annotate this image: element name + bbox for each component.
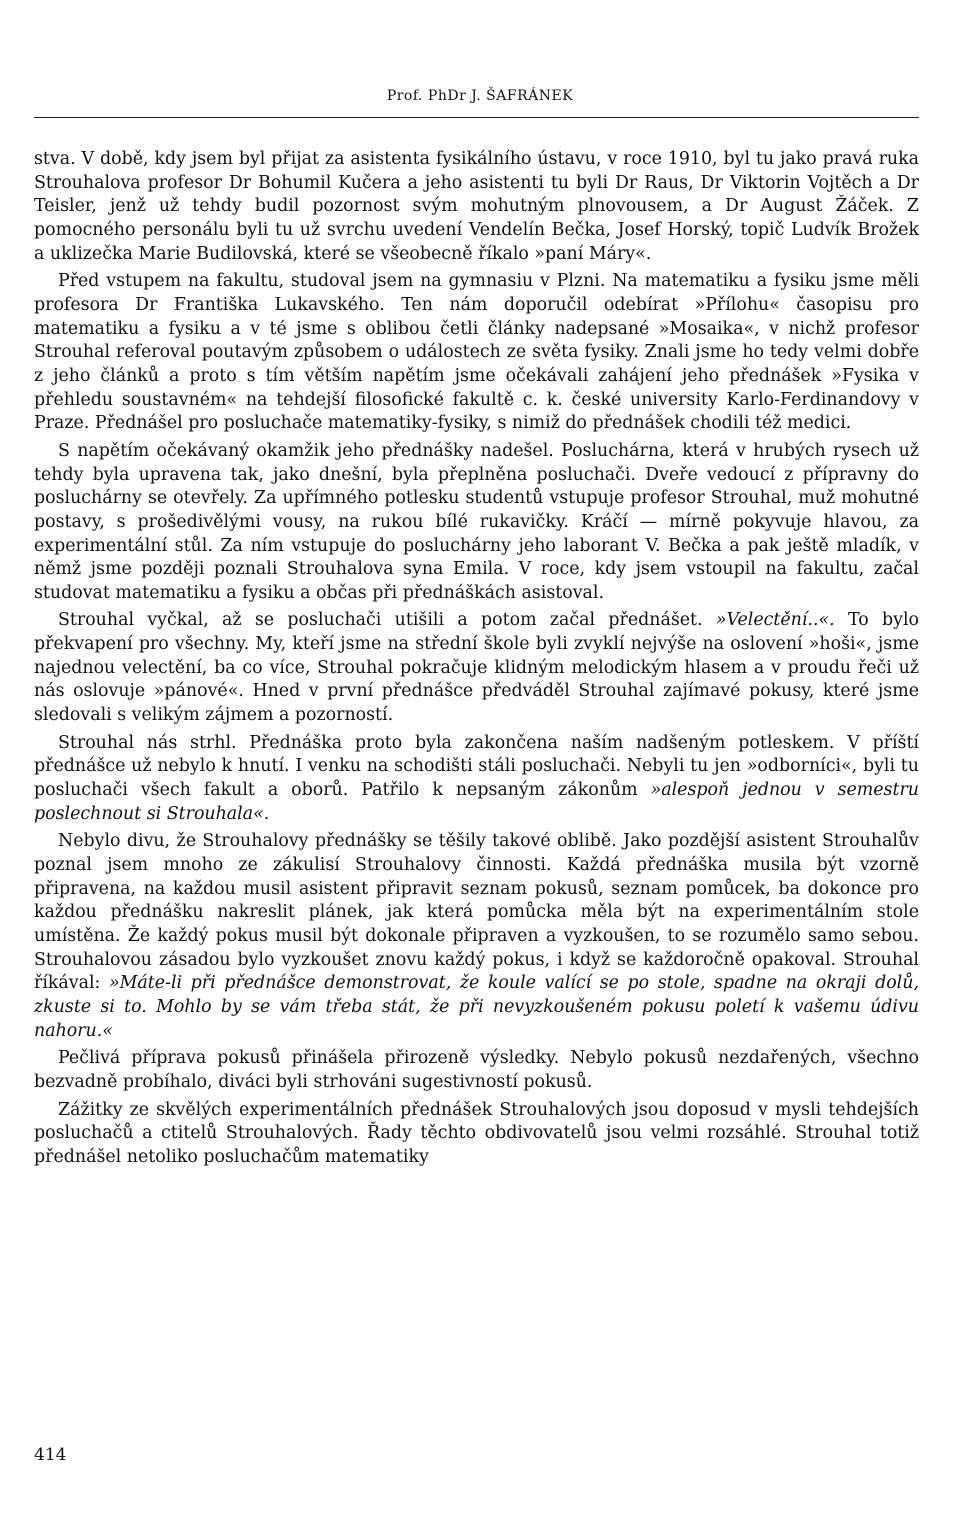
paragraph-4-text-a: Strouhal vyčkal, až se posluchači utišili a potom začal přednášet.	[58, 610, 716, 631]
paragraph-5	[34, 732, 919, 827]
paragraph-8: Zážitky ze skvělých experimentálních přednášek Strouhalových jsou doposud v mysli tehdejších posluchačů a ctitelů Strouhalových. Řady těchto obdivovatelů jsou velmi rozsáhlé. Strouhal totiž přednášel netoliko posluchačům matematiky	[34, 1099, 919, 1167]
paragraph-6-text-a: Nebylo divu, že Strouhalovy přednášky se těšily takové oblibě. Jako pozdější asistent Strouhalův poznal jsem mnoho ze zákulisí Strouhalovy činnosti. Každá přednáška musila být vzorně připravena, na každou musil asistent připravit seznam pokusů, seznam pomůcek, ba dokonce pro každou přednášku nakreslit plánek, jak která pomůcka měla být na experimentálním stole umístěna. Že každý pokus musil být dokonale připraven a vyzkoušen, to se rozumělo samo sebou. Strouhalovou zásadou bylo vyzkoušet znovu každý pokus, i když se každoročně opakoval. Strouhal říkával:	[34, 831, 919, 994]
page-number: 414	[34, 1445, 67, 1465]
paragraph-4-text-c: To bylo překvapení pro všechny. My, kteří jsme na střední škole byli zvyklí nejvýše na oslovení »hoši«, jsme najednou velectění, ba co více, Strouhal pokračuje klidným melodickým hlasem a v proudu řeči už nás oslovuje »pánové«. Hned v první přednášce předváděl Strouhal zajímavé pokusy, které jsme sledovali s velikým zájmem a pozorností.	[34, 610, 920, 726]
running-head: Prof. PhDr J. ŠAFRÁNEK	[386, 88, 574, 104]
paragraph-4-quote: »Velectění..«.	[715, 610, 835, 631]
paragraph-7: Pečlivá příprava pokusů přinášela přirozeně výsledky. Nebylo pokusů nezdařených, všechno bezvadně probíhalo, diváci byli strhováni sugestivností pokusů.	[34, 1048, 919, 1092]
paragraph-4	[34, 609, 919, 727]
paragraph-3: S napětím očekávaný okamžik jeho přednášky nadešel. Posluchárna, která v hrubých rysech už tehdy byla upravena tak, jako dnešní, byla přeplněna posluchači. Dveře vedoucí z přípravny do posluchárny se otevřely. Za upřímného potlesku studentů vstupuje profesor Strouhal, muž mohutné postavy, s prošedivělými vousy, na rukou bílé rukavičky. Kráčí — mírně pokyvuje hlavou, za experimentální stůl. Za ním vstupuje do posluchárny jeho laborant V. Bečka a pak ještě mladík, v němž jsme později poznali Strouhalova syna Emila. V roce, kdy jsem vstoupil na fakultu, začal studovat matematiku a fysiku a občas při přednáškách asistoval.	[34, 440, 919, 603]
body-text	[34, 148, 919, 1174]
paragraph-5-text-a: Strouhal nás strhl. Přednáška proto byla zakončena naším nadšeným potleskem. V příští přednášce už nebylo k hnutí. I venku na schodišti stáli posluchači. Nebyli tu jen »odborníci«, byli tu posluchači všech fakult a oborů. Patřilo k nepsaným zákonům	[34, 732, 919, 801]
paragraph-6	[34, 830, 919, 1043]
paragraph-2: Před vstupem na fakultu, studoval jsem na gymnasiu v Plzni. Na matematiku a fysiku jsme měli profesora Dr Františka Lukavského. Ten nám doporučil odebírat »Přílohu« časopisu pro matematiku a fysiku a v té jsme s oblibou četli články nadepsané »Mosaika«, v nichž profesor Strouhal referoval poutavým způsobem o událostech ze světa fysiky. Znali jsme ho tedy velmi dobře z jeho článků a proto s tím větším napětím jsme očekávali zahájení jeho přednášek »Fysika v přehledu soustavném« na tehdejší filosofické fakultě c. k. české university Karlo-Ferdinandovy v Praze. Přednášel pro posluchače matematiky-fysiky, s nimiž do přednášek chodili též medici.	[34, 271, 919, 434]
paragraph-5-quote: »alespoň jednou v semestru poslechnout si Strouhala«.	[34, 780, 919, 824]
paragraph-6-quote: »Máte-li při přednášce demonstrovat, že koule valící se po stole, spadne na okraji dolů, zkuste si to. Mohlo by se vám třeba stát, že při nevyzkoušeném pokusu poletí k vašemu údivu nahoru.«	[34, 973, 919, 1041]
header-rule	[34, 117, 919, 118]
paragraph-1: stva. V době, kdy jsem byl přijat za asistenta fysikálního ústavu, v roce 1910, byl tu jako pravá ruka Strouhalova profesor Dr Bohumil Kučera a jeho asistenti tu byli Dr Raus, Dr Viktorin Vojtěch a Dr Teisler, jenž už tehdy budil pozornost svým mohutným plnovousem, a Dr August Žáček. Z pomocného personálu byli tu už svrchu uvedení Vendelín Bečka, Josef Horský, topič Ludvík Brožek a uklizečka Marie Budilovská, které se všeobecně říkalo »paní Máry«.	[34, 149, 919, 264]
